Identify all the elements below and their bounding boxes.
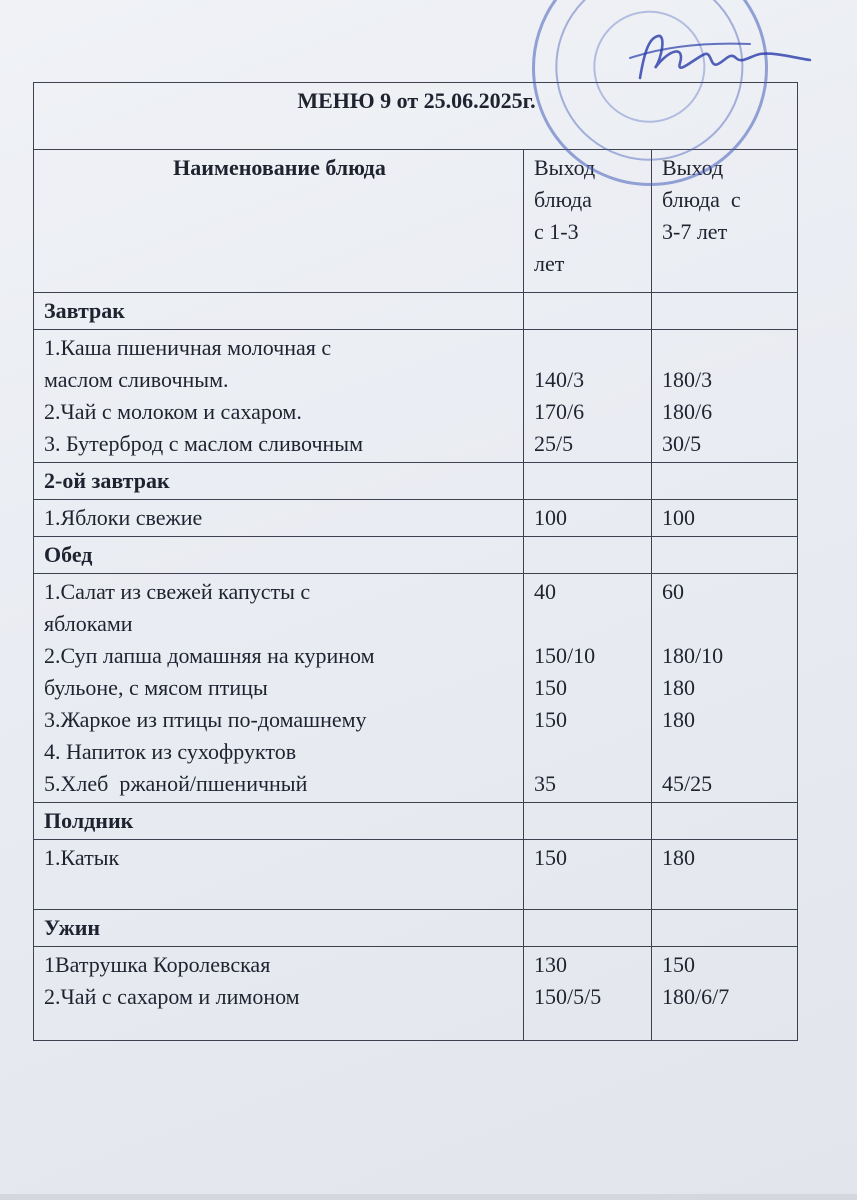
dish-list [34, 330, 524, 463]
portion-1-3-list [524, 330, 652, 463]
portion-value: 150 [662, 952, 695, 977]
header-line: блюда [534, 187, 592, 212]
portion-value: 180 [662, 675, 695, 700]
portion-value: 180/6/7 [662, 984, 730, 1009]
empty-cell [652, 293, 798, 330]
portion-value: 170/6 [534, 399, 585, 424]
dish-line: маслом сливочным. [44, 367, 229, 392]
dish-line: 5.Хлеб ржаной/пшеничный [44, 771, 308, 796]
spacer [662, 736, 789, 768]
header-row [34, 150, 798, 293]
dishes-row-breakfast [34, 330, 798, 463]
portion-3-7-list [652, 500, 798, 537]
spacer [534, 736, 643, 768]
portion-value: 150/10 [534, 643, 596, 668]
empty-cell [524, 803, 652, 840]
empty-cell [524, 537, 652, 574]
dish-list [34, 840, 524, 910]
empty-cell [524, 910, 652, 947]
empty-cell [652, 910, 798, 947]
portion-value: 180/3 [662, 367, 713, 392]
portion-3-7-list [652, 574, 798, 803]
header-line: Выход [662, 155, 724, 180]
portion-1-3-list [524, 574, 652, 803]
section-row-second-breakfast [34, 463, 798, 500]
portion-value: 100 [662, 505, 695, 530]
portion-value: 150 [534, 845, 567, 870]
dish-line: 1.Катык [44, 845, 120, 870]
portion-value: 60 [662, 579, 684, 604]
paper-edge [0, 1194, 857, 1200]
portion-value: 30/5 [662, 431, 702, 456]
portion-value: 40 [534, 579, 556, 604]
portion-value: 150/5/5 [534, 984, 602, 1009]
portion-value: 180 [662, 707, 695, 732]
section-row-snack [34, 803, 798, 840]
dishes-row-lunch [34, 574, 798, 803]
dish-line: 1.Каша пшеничная молочная с [44, 335, 332, 360]
section-row-dinner [34, 910, 798, 947]
dish-line: яблоками [44, 611, 133, 636]
dish-list [34, 947, 524, 1041]
dish-line: 1Ватрушка Королевская [44, 952, 271, 977]
portion-value: 150 [534, 675, 567, 700]
dish-list [34, 500, 524, 537]
portion-value: 35 [534, 771, 556, 796]
dish-line: 1.Салат из свежей капусты с [44, 579, 311, 604]
section-label: Полдник [34, 803, 524, 840]
menu-title: МЕНЮ 9 от 25.06.2025г. [34, 83, 798, 150]
portion-3-7-list [652, 840, 798, 910]
dishes-row-second-breakfast [34, 500, 798, 537]
portion-value: 130 [534, 952, 567, 977]
menu-table [33, 82, 798, 1041]
portion-value: 140/3 [534, 367, 585, 392]
header-line: лет [534, 251, 565, 276]
header-line: Выход [534, 155, 596, 180]
dish-line: 2.Суп лапша домашняя на курином [44, 643, 375, 668]
empty-cell [652, 803, 798, 840]
portion-1-3-list [524, 500, 652, 537]
age-1-3-header [524, 150, 652, 293]
dish-name-header: Наименование блюда [34, 150, 524, 293]
section-label: Ужин [34, 910, 524, 947]
dish-line: 2.Чай с молоком и сахаром. [44, 399, 302, 424]
section-label: Обед [34, 537, 524, 574]
portion-value: 180 [662, 845, 695, 870]
portion-value: 100 [534, 505, 567, 530]
dish-list [34, 574, 524, 803]
portion-1-3-list [524, 947, 652, 1041]
portion-3-7-list [652, 947, 798, 1041]
dish-line: 3.Жаркое из птицы по-домашнему [44, 707, 367, 732]
header-line: блюда с [662, 187, 741, 212]
dish-line: 3. Бутерброд с маслом сливочным [44, 431, 363, 456]
spacer [534, 608, 643, 640]
spacer [662, 608, 789, 640]
portion-value: 150 [534, 707, 567, 732]
title-row [34, 83, 798, 150]
spacer [534, 332, 643, 364]
header-line: 3-7 лет [662, 219, 728, 244]
portion-value: 180/6 [662, 399, 713, 424]
empty-cell [524, 293, 652, 330]
dish-line: 1.Яблоки свежие [44, 505, 203, 530]
section-row-breakfast [34, 293, 798, 330]
dish-line: 2.Чай с сахаром и лимоном [44, 984, 300, 1009]
portion-1-3-list [524, 840, 652, 910]
portion-value: 180/10 [662, 643, 724, 668]
portion-value: 45/25 [662, 771, 713, 796]
portion-value: 25/5 [534, 431, 574, 456]
portion-3-7-list [652, 330, 798, 463]
section-label: Завтрак [34, 293, 524, 330]
dish-line: 4. Напиток из сухофруктов [44, 739, 297, 764]
dishes-row-snack [34, 840, 798, 910]
header-line: с 1-3 [534, 219, 579, 244]
empty-cell [524, 463, 652, 500]
age-3-7-header [652, 150, 798, 293]
empty-cell [652, 463, 798, 500]
dish-line: бульоне, с мясом птицы [44, 675, 268, 700]
dishes-row-dinner [34, 947, 798, 1041]
spacer [662, 332, 789, 364]
section-row-lunch [34, 537, 798, 574]
empty-cell [652, 537, 798, 574]
section-label: 2-ой завтрак [34, 463, 524, 500]
